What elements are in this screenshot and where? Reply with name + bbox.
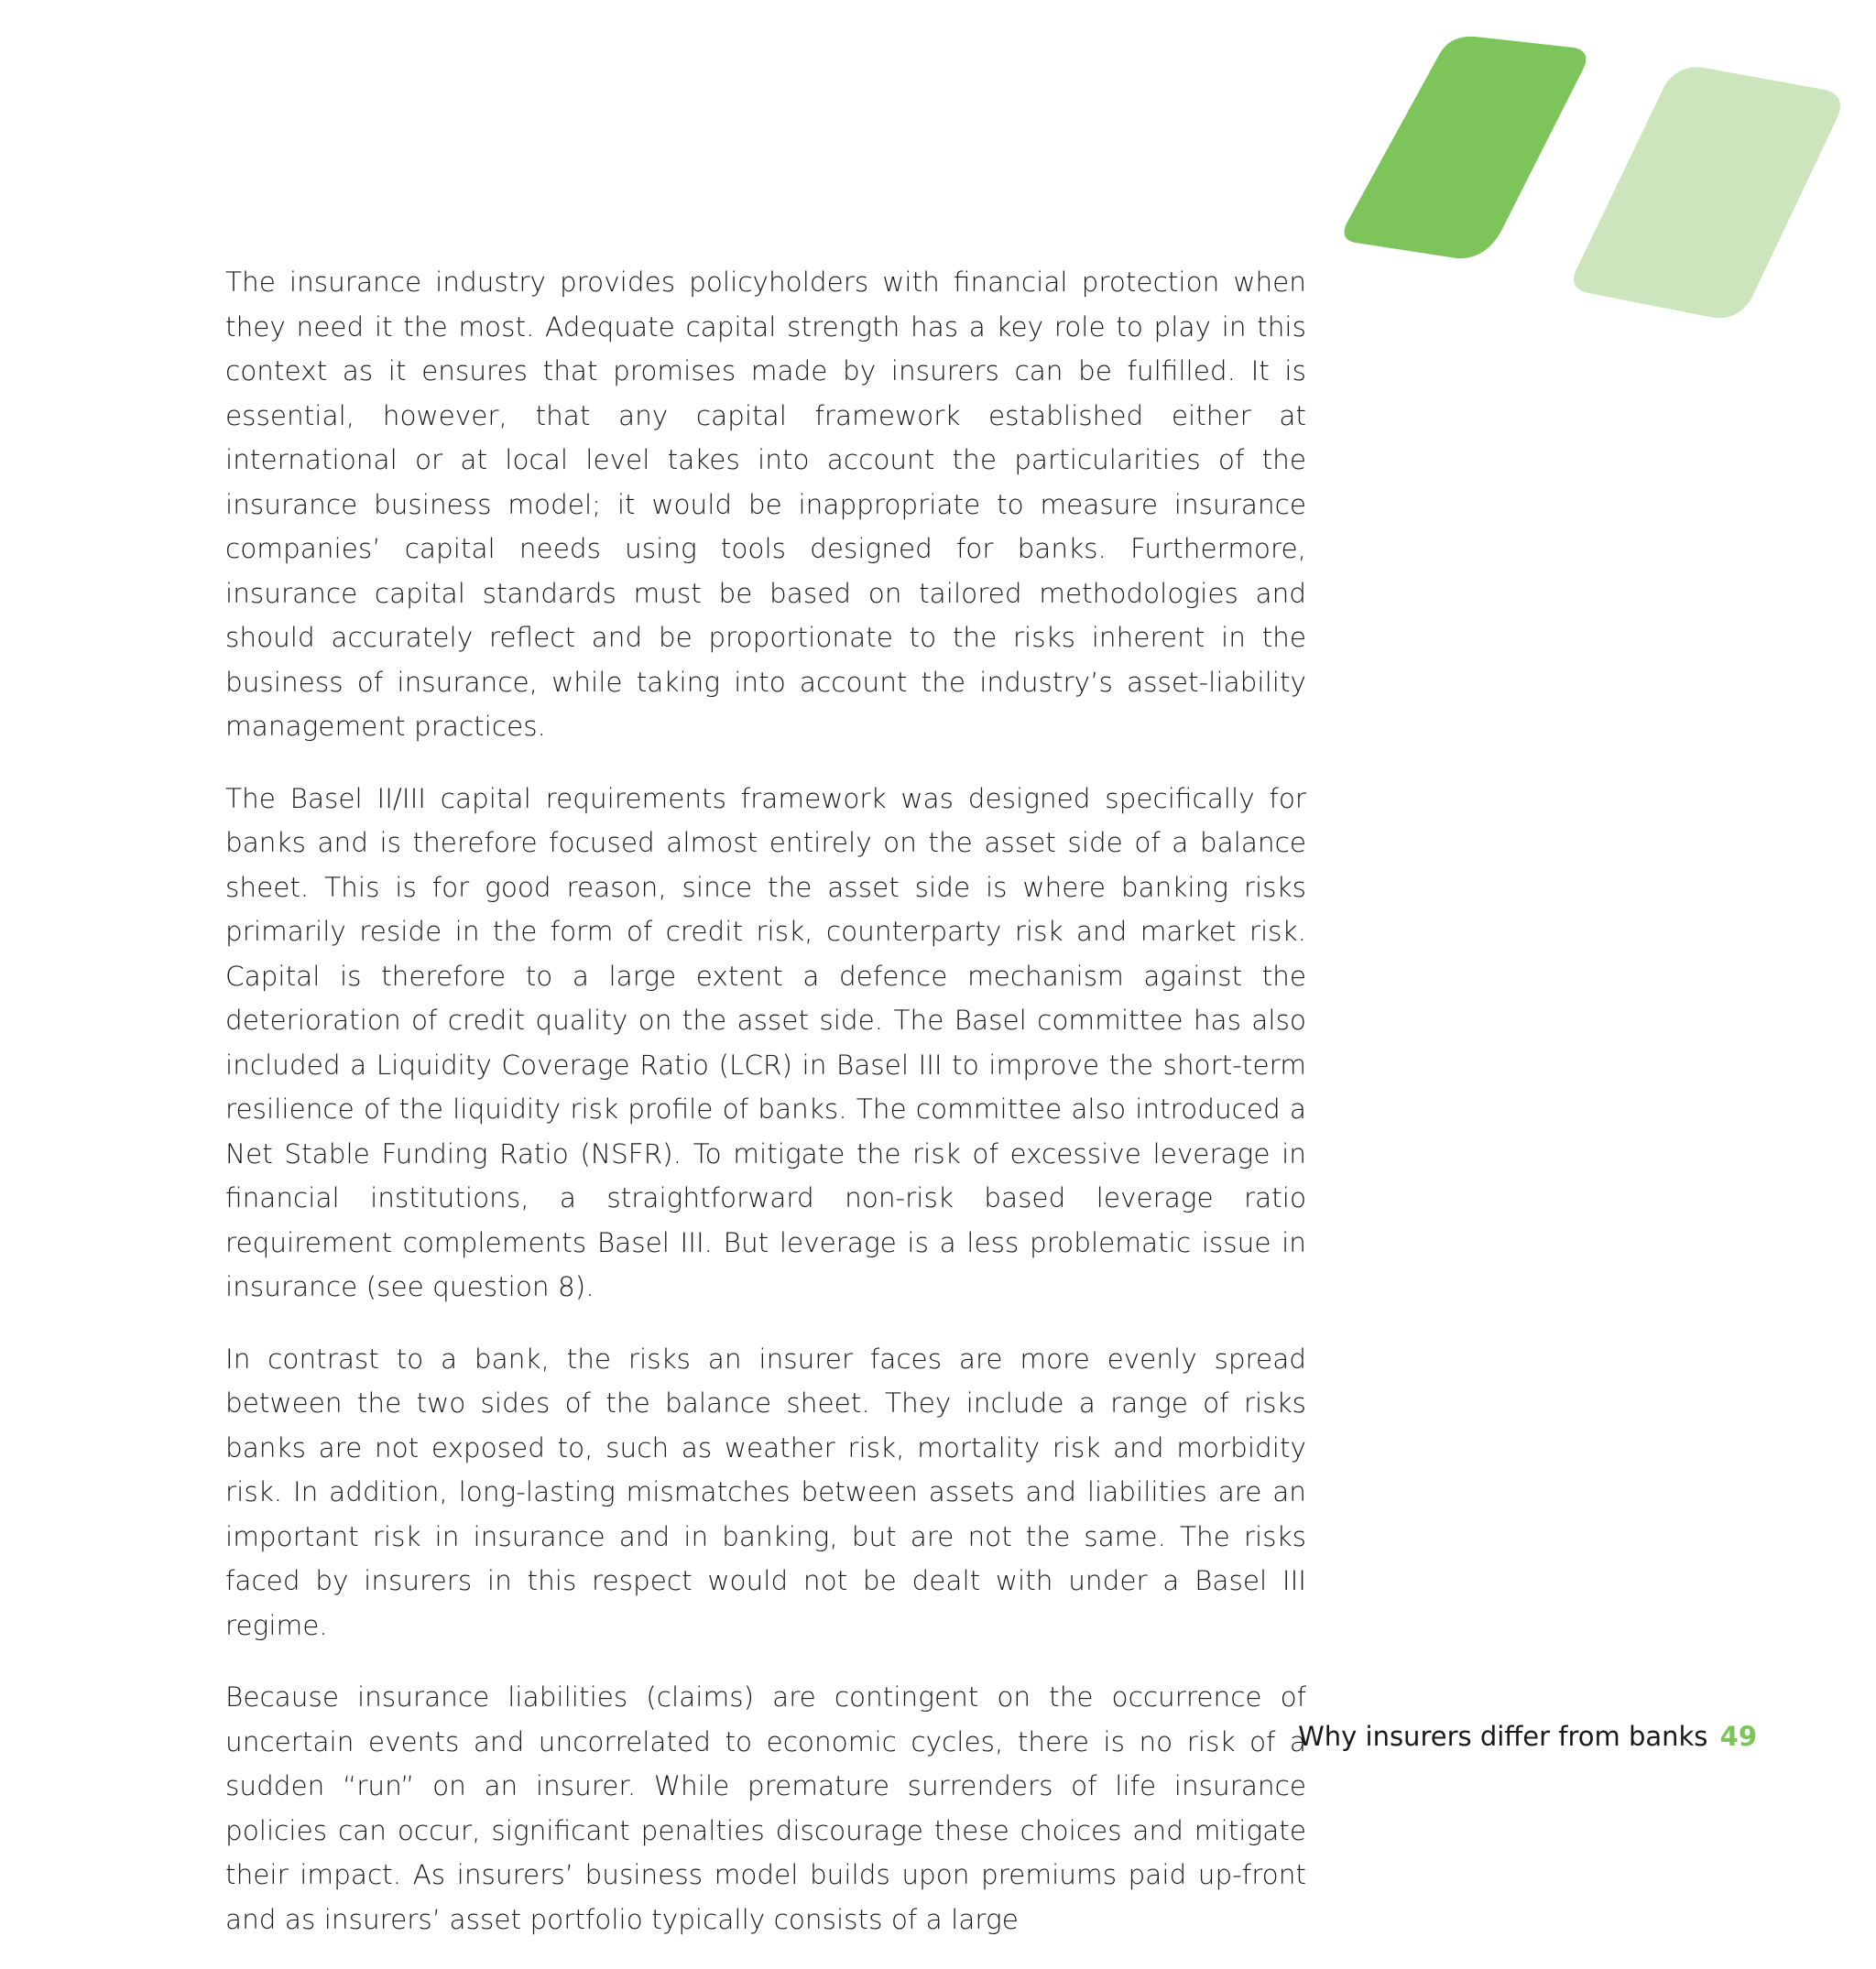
body-text — [225, 260, 1306, 1969]
page-number: 49 — [1719, 1721, 1757, 1752]
green-parallelogram-decoration — [1337, 27, 1850, 321]
page-footer — [1298, 1718, 1757, 1755]
light-green-shape — [1574, 67, 1840, 318]
paragraph-4: Because insurance liabilities (claims) are contingent on the occurrence of uncertain events and uncorrelated to economic cycles, there is no risk of a sudden “run” on an insurer. While premature surrenders of life insurance policies can occur, significant penalties discourage these choices and mitigate their impact. As insurers’ business model builds upon premiums paid up-front and as insurers’ asset portfolio typically consists of a large — [225, 1681, 1306, 1935]
dark-green-shape — [1345, 37, 1587, 258]
paragraph-2: The Basel II/III capital requirements framework was designed specifically for banks and is therefore focused almost entirely on the asset side of a balance sheet. This is for good reason, since the asset side is where banking risks primarily reside in the form of credit risk, counterparty risk and market risk. Capital is therefore to a large extent a defence mechanism against the deterioration of credit quality on the asset side. The Basel committee has also included a Liquidity Coverage Ratio (LCR) in Basel III to improve the short-term resilience of the liquidity risk profile of banks. The committee also introduced a Net Stable Funding Ratio (NSFR). To mitigate the risk of excessive leverage in financial institutions, a straightforward non-risk based leverage ratio requirement complements Basel III. But leverage is a less problematic issue in insurance (see question 8). — [225, 782, 1306, 1302]
footer-section-title: Why insurers differ from banks — [1298, 1721, 1708, 1752]
paragraph-1: The insurance industry provides policyholders with financial protection when they need it the most. Adequate capital strength has a key role to play in this context as it ensures that promises made by insurers can be fulfilled. It is essential, however, that any capital framework established either at international or at local level takes into account the particularities of the insurance business model; it would be inappropriate to measure insurance companies’ capital needs using tools designed for banks. Furthermore, insurance capital standards must be based on tailored methodologies and should accurately reflect and be proportionate to the risks inherent in the business of insurance, while taking into account the industry’s asset-liability management practices. — [225, 267, 1306, 742]
paragraph-3: In contrast to a bank, the risks an insurer faces are more evenly spread between the two sides of the balance sheet. They include a range of risks banks are not exposed to, such as weather risk, mortality risk and morbidity risk. In addition, long-lasting mismatches between assets and liabilities are an important risk in insurance and in banking, but are not the same. The risks faced by insurers in this respect would not be dealt with under a Basel III regime. — [225, 1343, 1306, 1641]
